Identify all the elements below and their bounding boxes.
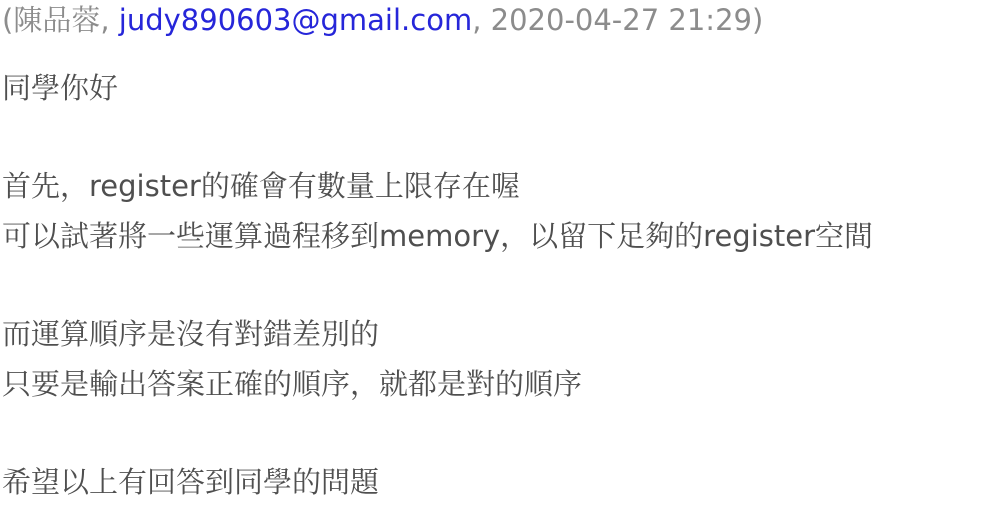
meta-separator: , — [100, 3, 119, 37]
author-email-link[interactable]: judy890603@gmail.com — [118, 3, 473, 37]
greeting-line: 同學你好 — [2, 71, 119, 105]
paragraph-2-line-2: 只要是輸出答案正確的順序，就都是對的順序 — [2, 367, 583, 401]
author-name: 陳品蓉 — [13, 3, 101, 37]
paragraph-1-line-2: 可以試著將一些運算過程移到memory，以留下足夠的register空間 — [2, 219, 874, 253]
meta-separator: , — [472, 3, 491, 37]
reply-meta — [2, 2, 763, 38]
meta-close-paren: ) — [751, 3, 764, 37]
paragraph-1-line-1: 首先，register的確會有數量上限存在喔 — [2, 169, 520, 203]
meta-open-paren: ( — [2, 3, 14, 37]
reply-timestamp: 2020-04-27 21:29 — [490, 3, 752, 37]
paragraph-2-line-1: 而運算順序是沒有對錯差別的 — [2, 317, 380, 351]
closing-line: 希望以上有回答到同學的問題 — [2, 465, 380, 499]
